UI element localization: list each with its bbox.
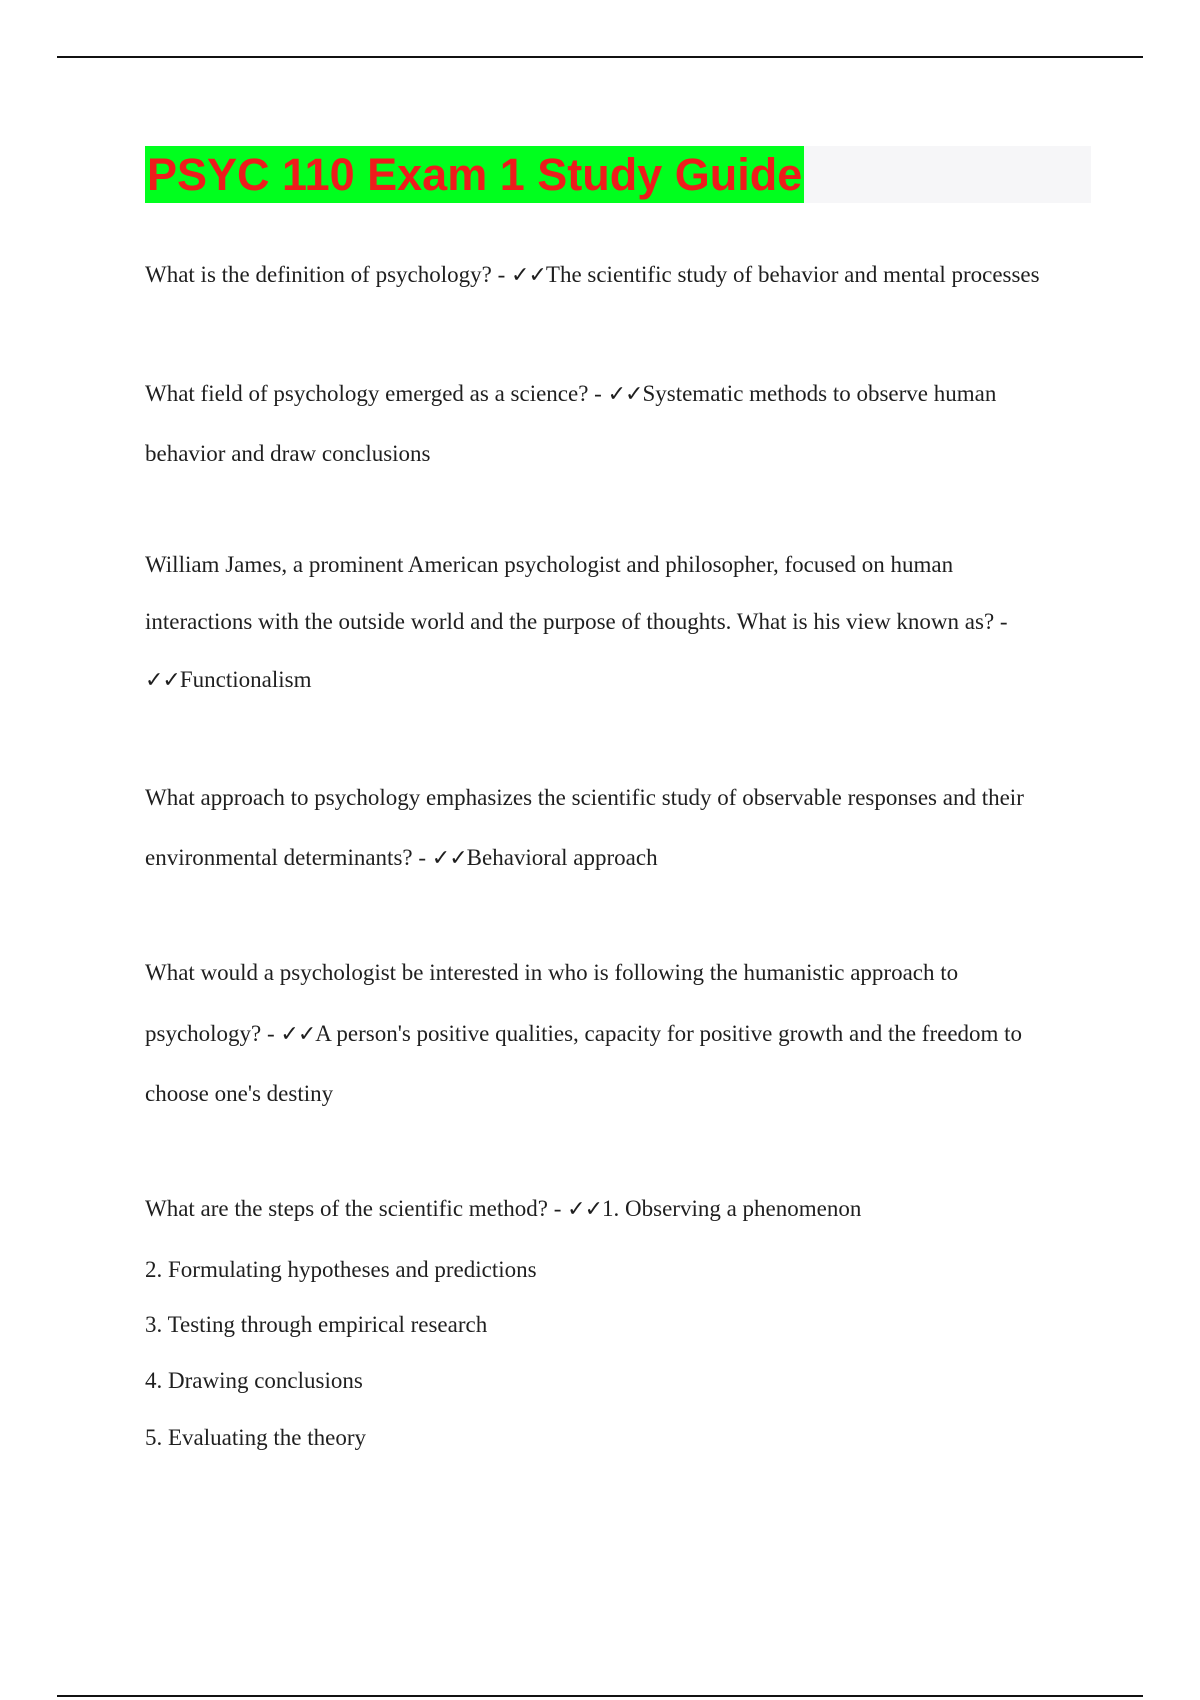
check-icon: ✓✓: [567, 1197, 603, 1222]
question-text: What are the steps of the scientific method? -: [145, 1196, 568, 1221]
qa-item-2-line-1: [145, 380, 996, 409]
top-rule: [57, 56, 1143, 58]
qa-item-5-line-3: [145, 1080, 333, 1108]
question-text: What field of psychology emerged as a science? -: [145, 381, 608, 406]
question-text: psychology? -: [145, 1021, 281, 1046]
question-text: What approach to psychology emphasizes the scientific study of observable responses and their: [145, 785, 1024, 810]
answer-text: behavior and draw conclusions: [145, 441, 431, 466]
qa-item-4-line-2: [145, 844, 658, 873]
bottom-rule: [57, 1695, 1143, 1697]
step-text: 5. Evaluating the theory: [145, 1425, 366, 1450]
qa-item-2-line-2: [145, 440, 431, 468]
step-text: 3. Testing through empirical research: [145, 1312, 488, 1337]
qa-item-3-line-1: [145, 551, 953, 579]
question-text: interactions with the outside world and the purpose of thoughts. What is his view known as? -: [145, 609, 1008, 634]
answer-text: choose one's destiny: [145, 1081, 334, 1106]
step-item: [145, 1256, 537, 1284]
check-icon: ✓✓: [431, 846, 467, 871]
question-text: William James, a prominent American psychologist and philosopher, focused on human: [145, 552, 954, 577]
answer-text: Behavioral approach: [466, 845, 658, 870]
answer-text: Systematic methods to observe human: [642, 381, 997, 406]
qa-item-3-line-3: [145, 666, 312, 695]
answer-text: The scientific study of behavior and mental processes: [545, 262, 1040, 287]
step-item: [145, 1311, 487, 1339]
qa-item-5-line-2: [145, 1020, 1022, 1049]
check-icon: ✓✓: [511, 263, 546, 288]
step-text: 4. Drawing conclusions: [145, 1368, 363, 1393]
answer-text: Functionalism: [179, 667, 312, 692]
qa-item-4-line-1: [145, 784, 1024, 812]
qa-item-1: [145, 261, 1040, 290]
qa-item-3-line-2: [145, 608, 1008, 636]
qa-item-5-line-1: [145, 959, 958, 987]
question-text: What is the definition of psychology? -: [145, 262, 512, 287]
step-item: [145, 1424, 366, 1452]
check-icon: ✓✓: [280, 1022, 316, 1047]
question-text: environmental determinants? -: [145, 845, 432, 870]
answer-text: A person's positive qualities, capacity for positive growth and the freedom to: [315, 1021, 1023, 1046]
check-icon: ✓✓: [145, 668, 180, 693]
step-text: 2. Formulating hypotheses and predictions: [145, 1257, 537, 1282]
answer-text: 1. Observing a phenomenon: [602, 1196, 862, 1221]
page-title: PSYC 110 Exam 1 Study Guide: [145, 146, 804, 203]
qa-item-6-line-1: [145, 1195, 861, 1224]
check-icon: ✓✓: [607, 382, 643, 407]
step-item: [145, 1367, 363, 1395]
question-text: What would a psychologist be interested in who is following the humanistic approach to: [145, 960, 959, 985]
